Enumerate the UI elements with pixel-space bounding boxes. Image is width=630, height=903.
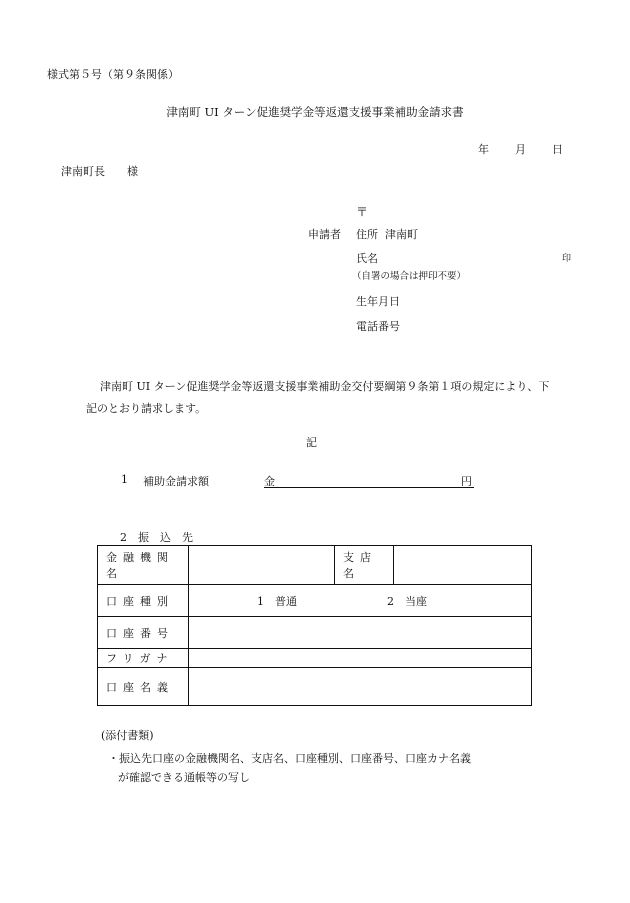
date-day-label: 日 — [552, 143, 563, 156]
furigana-field[interactable] — [189, 649, 532, 668]
table-row — [98, 617, 532, 649]
ki-heading: 記 — [306, 436, 317, 449]
table-row — [98, 668, 532, 706]
form-number: 様式第５号（第９条関係） — [47, 68, 179, 81]
amount-prefix: 金 — [264, 475, 275, 488]
branch-name-field[interactable] — [394, 546, 532, 585]
amount-label: 補助金請求額 — [143, 475, 209, 488]
account-type-current[interactable]: 2 当座 — [387, 594, 427, 608]
date-month-label: 月 — [515, 143, 526, 156]
attachments-line-2: が確認できる通帳等の写し — [118, 771, 250, 784]
birth-date-label: 生年月日 — [356, 295, 400, 308]
address-field[interactable] — [356, 226, 418, 242]
document-title: 津南町 UI ターン促進奨学金等返還支援事業補助金請求書 — [166, 105, 464, 119]
attachments-heading: (添付書類) — [101, 729, 154, 742]
branch-name-label: 支店名 — [335, 546, 394, 585]
table-row — [98, 546, 532, 585]
account-type-field[interactable] — [189, 585, 532, 617]
account-type-ordinary[interactable]: 1 普通 — [257, 594, 297, 608]
addressee: 津南町長 様 — [61, 165, 138, 178]
bank-table — [97, 545, 532, 706]
table-row — [98, 585, 532, 617]
postal-mark: 〒 — [356, 205, 369, 219]
furigana-label: フリガナ — [98, 649, 189, 668]
account-holder-label: 口座名義 — [98, 668, 189, 706]
address-value: 津南町 — [385, 228, 418, 241]
applicant-label: 申請者 — [308, 228, 341, 241]
transfer-heading: 2 振 込 先 — [120, 531, 193, 544]
account-number-field[interactable] — [189, 617, 532, 649]
account-holder-field[interactable] — [189, 668, 532, 706]
attachments-line-1: ・振込先口座の金融機関名、支店名、口座種別、口座番号、口座カナ名義 — [108, 752, 471, 765]
date-year-label: 年 — [478, 143, 489, 156]
amount-suffix: 円 — [461, 475, 472, 488]
amount-input[interactable] — [264, 473, 474, 488]
table-row — [98, 649, 532, 668]
bank-name-label: 金融機関名 — [98, 546, 189, 585]
account-type-label: 口座種別 — [98, 585, 189, 617]
account-number-label: 口座番号 — [98, 617, 189, 649]
phone-label: 電話番号 — [356, 320, 400, 333]
name-label: 氏名 — [356, 252, 378, 265]
amount-item-number: 1 — [121, 473, 128, 486]
request-statement: 津南町 UI ターン促進奨学金等返還支援事業補助金交付要綱第９条第１項の規定により、下記のとおり請求します。 — [86, 380, 550, 415]
seal-mark: 印 — [562, 254, 572, 264]
bank-name-field[interactable] — [189, 546, 335, 585]
seal-note: （自署の場合は押印不要） — [352, 271, 467, 282]
date-field[interactable] — [478, 141, 563, 157]
address-label: 住所 — [356, 228, 378, 241]
